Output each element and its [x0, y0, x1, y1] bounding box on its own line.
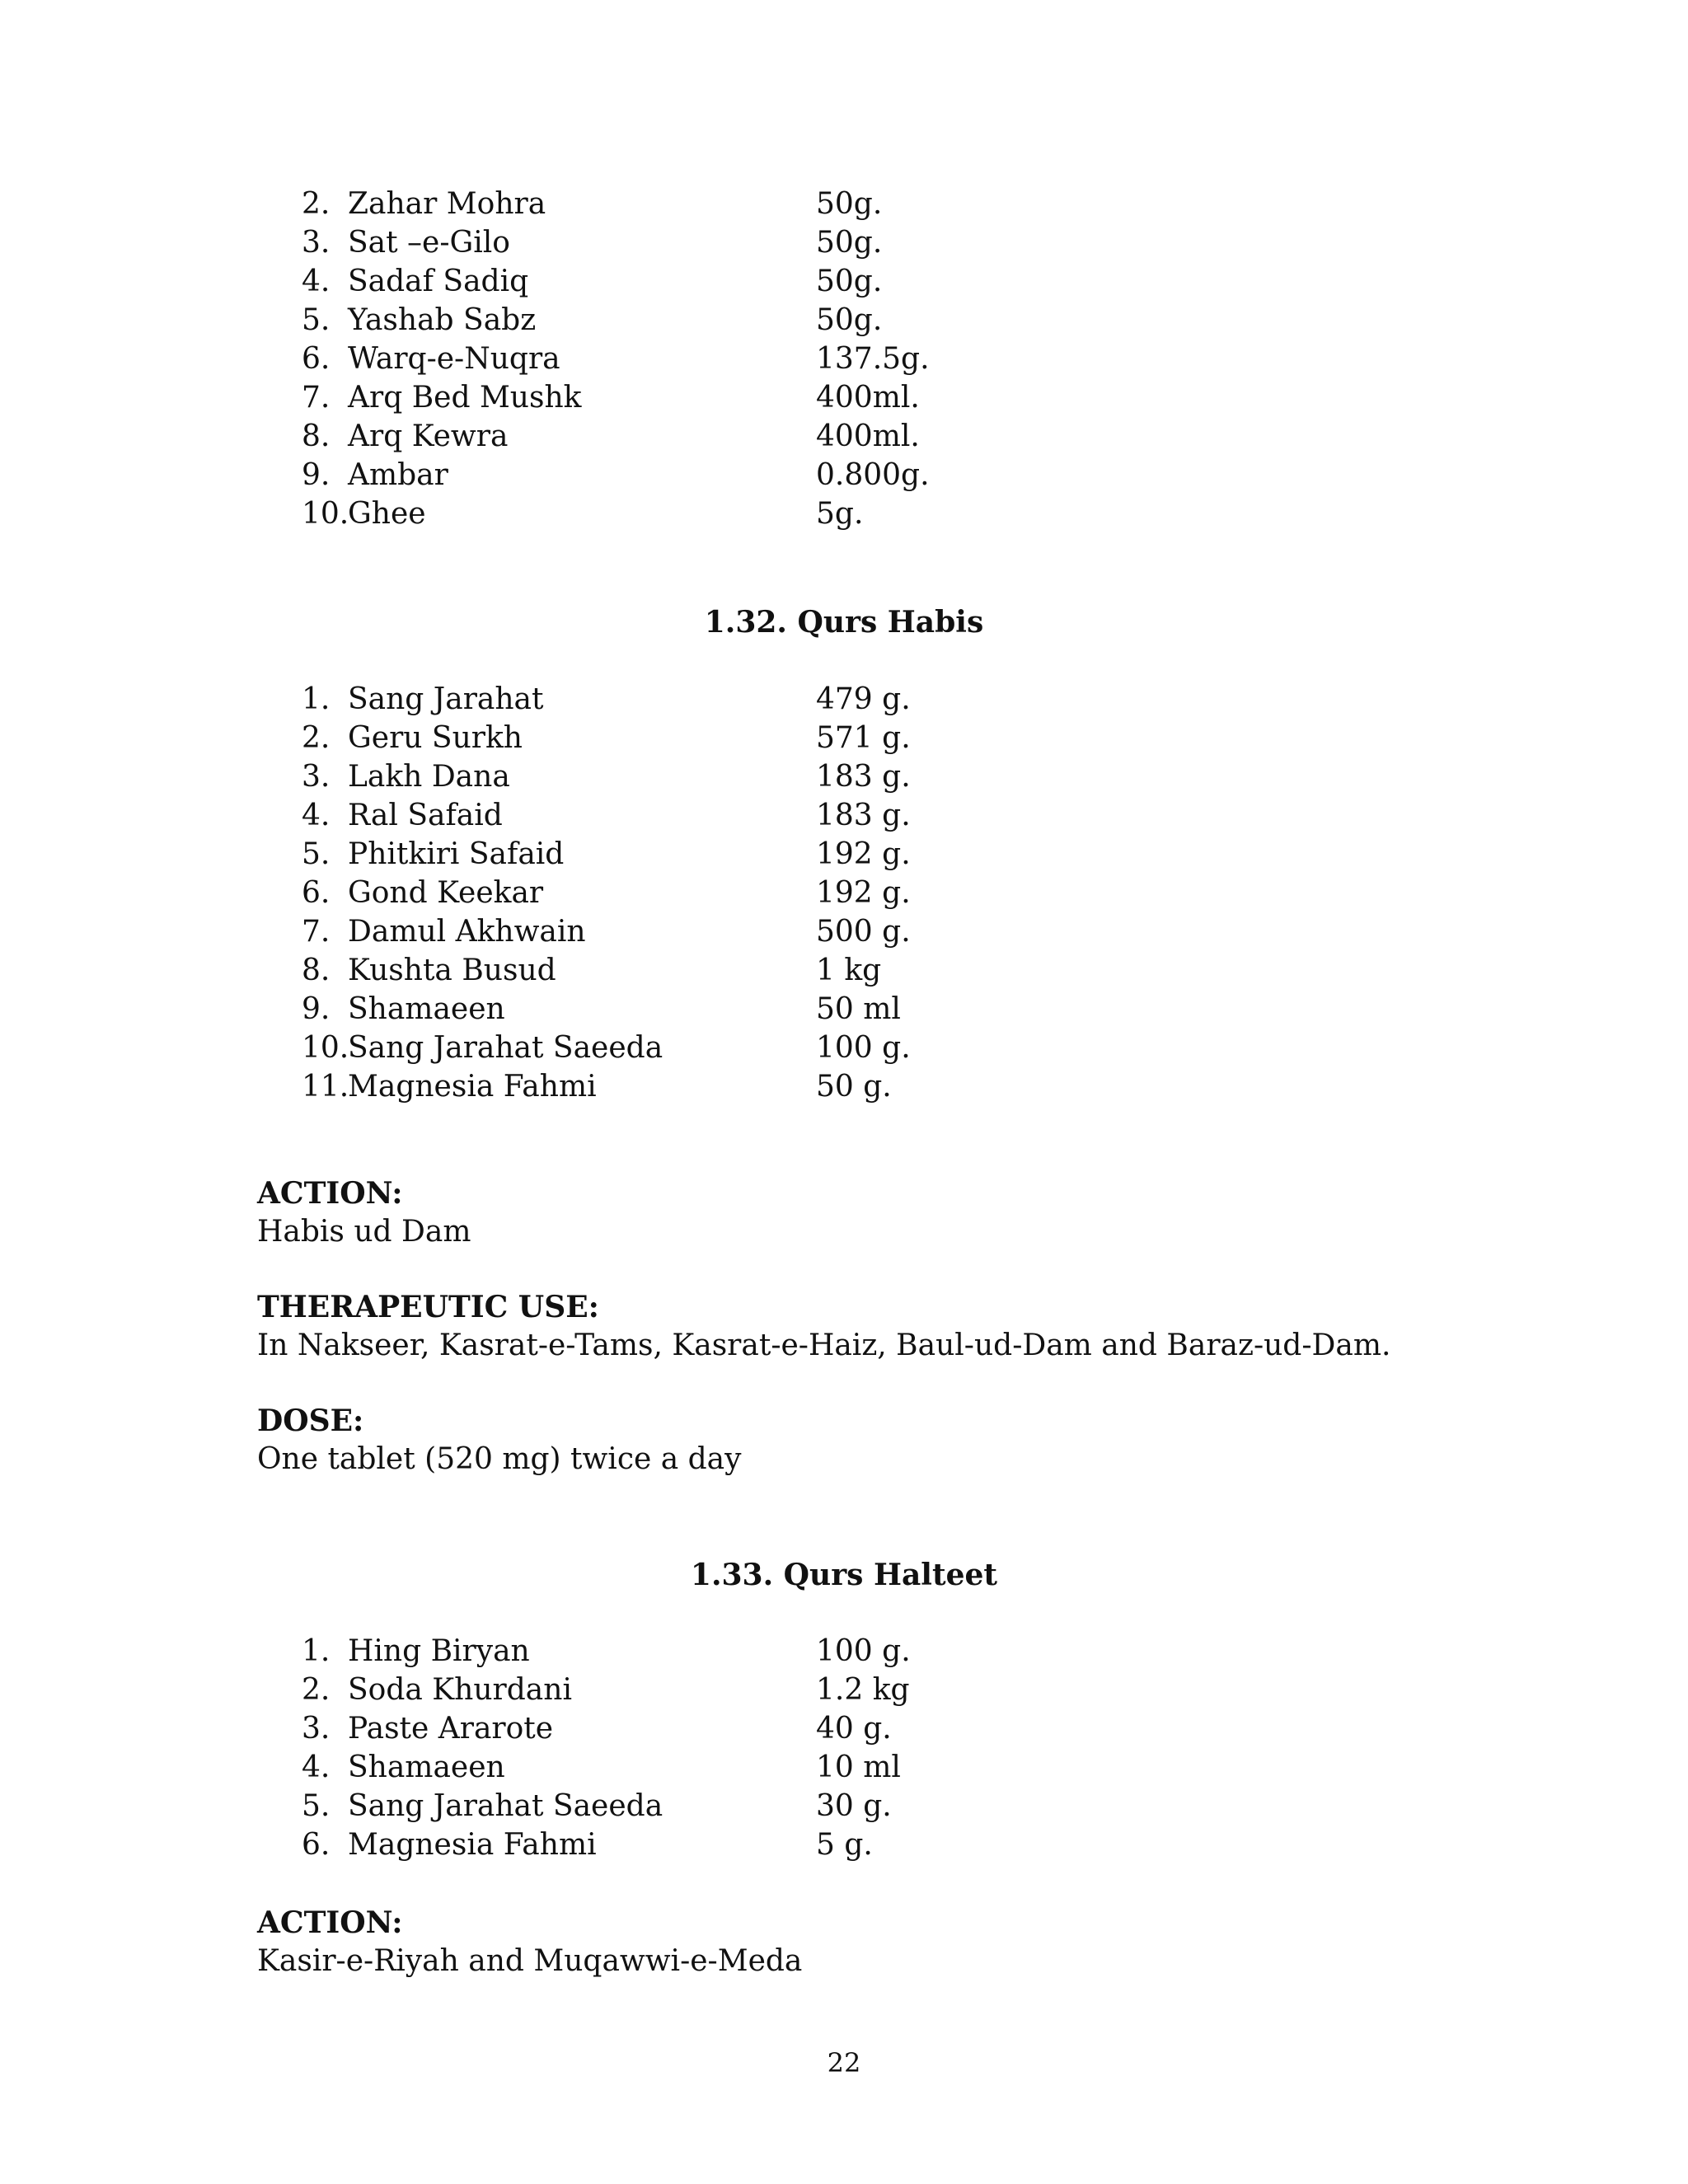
ingredient-number: 5.: [302, 1789, 331, 1823]
ingredient-number: 4.: [302, 265, 331, 298]
therapeutic-use-text: In Nakseer, Kasrat-e-Tams, Kasrat-e-Haiz, Baul-ud-Dam and Baraz-ud-Dam.: [257, 1329, 1391, 1362]
ingredient-quantity: 192 g.: [816, 876, 911, 910]
ingredient-number: 9.: [302, 992, 331, 1026]
ingredient-name: Arq Kewra: [348, 419, 509, 453]
ingredient-quantity: 10 ml: [816, 1750, 901, 1784]
action-text-halteet: Kasir-e-Riyah and Muqawwi-e-Meda: [257, 1944, 803, 1978]
ingredient-name: Warq-e-Nuqra: [348, 342, 560, 376]
ingredient-number: 2.: [302, 187, 331, 221]
ingredient-name: Kushta Busud: [348, 954, 556, 987]
ingredient-name: Ambar: [348, 458, 448, 492]
action-label-halteet: ACTION:: [257, 1905, 403, 1940]
ingredient-number: 7.: [302, 381, 331, 415]
ingredient-quantity: 0.800g.: [816, 458, 930, 492]
ingredient-quantity: 183 g.: [816, 760, 911, 794]
ingredient-number: 4.: [302, 1750, 331, 1784]
ingredient-quantity: 50 g.: [816, 1070, 892, 1104]
ingredient-number: 8.: [302, 954, 331, 987]
ingredient-number: 4.: [302, 799, 331, 832]
ingredient-quantity: 50g.: [816, 303, 883, 337]
ingredient-quantity: 50g.: [816, 187, 883, 221]
ingredient-name: Gond Keekar: [348, 876, 544, 910]
ingredient-quantity: 40 g.: [816, 1712, 892, 1746]
ingredient-number: 10.: [302, 497, 349, 531]
ingredient-name: Magnesia Fahmi: [348, 1828, 597, 1862]
action-text: Habis ud Dam: [257, 1215, 471, 1249]
ingredient-quantity: 50 ml: [816, 992, 901, 1026]
ingredient-quantity: 1 kg: [816, 954, 882, 987]
ingredient-quantity: 5 g.: [816, 1828, 873, 1862]
ingredient-number: 3.: [302, 1712, 331, 1746]
ingredient-name: Ral Safaid: [348, 799, 503, 832]
ingredient-name: Geru Surkh: [348, 721, 523, 755]
ingredient-quantity: 50g.: [816, 265, 883, 298]
ingredient-number: 3.: [302, 226, 331, 260]
ingredient-name: Sat –e-Gilo: [348, 226, 510, 260]
ingredient-quantity: 5g.: [816, 497, 864, 531]
ingredient-name: Phitkiri Safaid: [348, 837, 565, 871]
ingredient-number: 8.: [302, 419, 331, 453]
ingredient-name: Paste Ararote: [348, 1712, 554, 1746]
action-label: ACTION:: [257, 1176, 403, 1211]
ingredient-quantity: 183 g.: [816, 799, 911, 832]
ingredient-quantity: 137.5g.: [816, 342, 930, 376]
ingredient-quantity: 500 g.: [816, 915, 911, 949]
ingredient-name: Sadaf Sadiq: [348, 265, 529, 298]
dose-label: DOSE:: [257, 1404, 364, 1438]
ingredient-name: Shamaeen: [348, 1750, 505, 1784]
ingredient-quantity: 100 g.: [816, 1031, 911, 1065]
ingredient-number: 6.: [302, 876, 331, 910]
ingredient-quantity: 479 g.: [816, 682, 911, 716]
ingredient-name: Damul Akhwain: [348, 915, 586, 949]
ingredient-quantity: 50g.: [816, 226, 883, 260]
ingredient-number: 2.: [302, 1673, 331, 1707]
ingredient-number: 6.: [302, 342, 331, 376]
ingredient-quantity: 400ml.: [816, 381, 920, 415]
ingredient-name: Magnesia Fahmi: [348, 1070, 597, 1104]
ingredient-quantity: 100 g.: [816, 1634, 911, 1668]
ingredient-number: 5.: [302, 303, 331, 337]
ingredient-number: 1.: [302, 1634, 331, 1668]
ingredient-number: 9.: [302, 458, 331, 492]
ingredient-quantity: 571 g.: [816, 721, 911, 755]
page-number: 22: [827, 2047, 861, 2079]
ingredient-name: Soda Khurdani: [348, 1673, 572, 1707]
ingredient-name: Arq Bed Mushk: [348, 381, 582, 415]
ingredient-number: 1.: [302, 682, 331, 716]
ingredient-number: 2.: [302, 721, 331, 755]
ingredient-name: Lakh Dana: [348, 760, 510, 794]
section-title-1-33: 1.33. Qurs Halteet: [690, 1558, 998, 1592]
ingredient-quantity: 30 g.: [816, 1789, 892, 1823]
ingredient-quantity: 400ml.: [816, 419, 920, 453]
ingredient-name: Sang Jarahat: [348, 682, 544, 716]
ingredient-name: Sang Jarahat Saeeda: [348, 1031, 663, 1065]
ingredient-name: Hing Biryan: [348, 1634, 530, 1668]
ingredient-name: Ghee: [348, 497, 426, 531]
ingredient-number: 11.: [302, 1070, 349, 1104]
ingredient-name: Sang Jarahat Saeeda: [348, 1789, 663, 1823]
ingredient-number: 3.: [302, 760, 331, 794]
section-title-1-32: 1.32. Qurs Habis: [704, 605, 984, 640]
ingredient-number: 7.: [302, 915, 331, 949]
ingredient-number: 5.: [302, 837, 331, 871]
dose-text: One tablet (520 mg) twice a day: [257, 1442, 742, 1476]
ingredient-number: 10.: [302, 1031, 349, 1065]
ingredient-name: Zahar Mohra: [348, 187, 546, 221]
ingredient-quantity: 1.2 kg: [816, 1673, 910, 1707]
therapeutic-use-label: THERAPEUTIC USE:: [257, 1290, 599, 1324]
ingredient-quantity: 192 g.: [816, 837, 911, 871]
ingredient-number: 6.: [302, 1828, 331, 1862]
ingredient-name: Shamaeen: [348, 992, 505, 1026]
ingredient-name: Yashab Sabz: [348, 303, 537, 337]
